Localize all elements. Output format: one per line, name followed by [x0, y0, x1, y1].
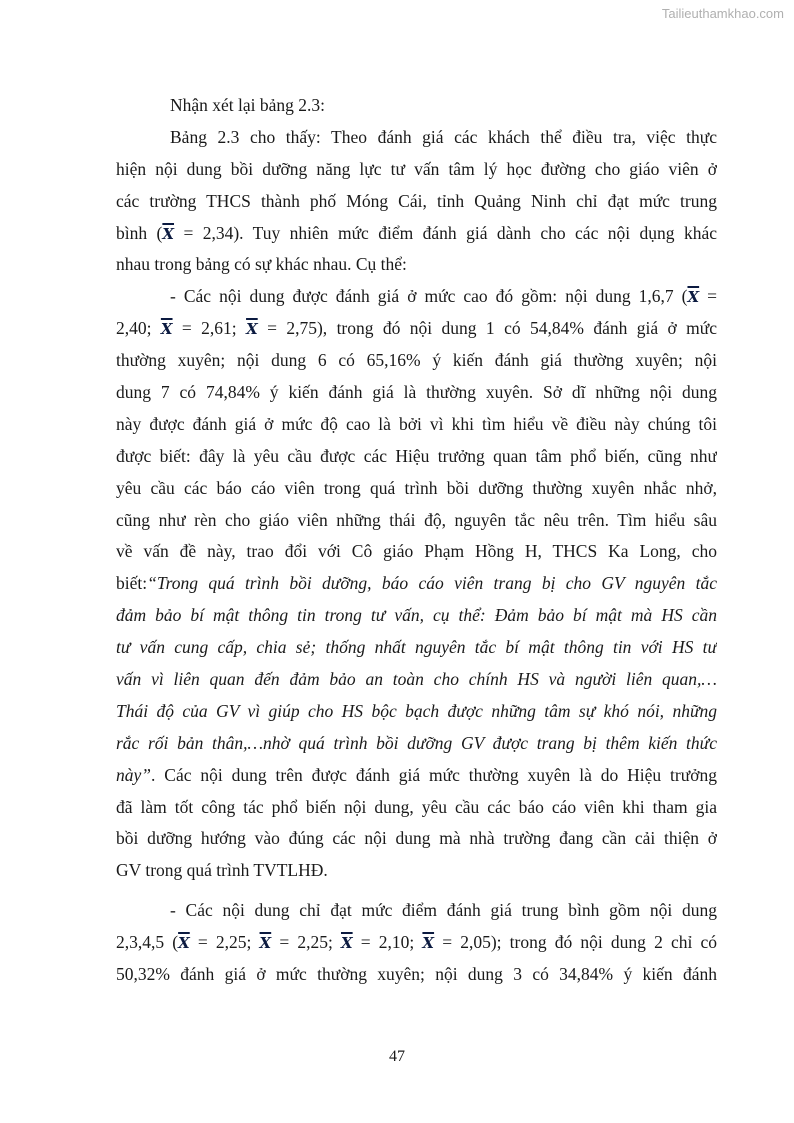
text-line	[116, 281, 717, 313]
text-segment: này được đánh giá ở mức độ cao là bởi vì khi tìm hiểu về điều này chúng tôi	[116, 413, 717, 434]
italic-quote-segment: này”	[116, 764, 151, 785]
body-text	[116, 90, 717, 991]
text-line	[116, 927, 717, 959]
text-segment: 50,32% đánh giá ở mức thường xuyên; nội dung 3 có 34,84% ý kiến đánh	[116, 964, 717, 985]
text-line	[116, 122, 717, 154]
text-segment: dung 7 có 74,84% ý kiến đánh giá là thường xuyên. Sở dĩ những nội dung	[116, 382, 717, 403]
text-segment: GV trong quá trình TVTLHĐ.	[116, 860, 328, 881]
text-segment: Bảng 2.3 cho thấy: Theo đánh giá các khách thể điều tra, việc thực	[170, 126, 717, 147]
text-segment: - Các nội dung được đánh giá ở mức cao đó gồm: nội dung 1,6,7 (	[170, 286, 688, 307]
text-segment: = 2,05); trong đó nội dung 2 chỉ có	[434, 932, 717, 953]
text-line	[116, 855, 717, 887]
watermark: Tailieuthamkhao.com	[661, 6, 784, 21]
text-line	[116, 823, 717, 855]
mean-symbol: $\overline{X}$	[246, 320, 258, 339]
mean-symbol: $\overline{X}$	[160, 320, 173, 339]
text-line	[116, 441, 717, 473]
text-line	[116, 568, 717, 600]
text-line	[116, 600, 717, 632]
text-line	[116, 895, 717, 927]
text-segment: = 2,34). Tuy nhiên mức điểm đánh giá dành cho các nội dụng khác	[174, 222, 717, 243]
mean-symbol: $\overline{X}$	[687, 288, 700, 307]
text-line	[116, 696, 717, 728]
text-segment: = 2,25;	[271, 932, 341, 953]
italic-quote-segment: rắc rối bản thân,…nhờ quá trình bồi dưỡng GV được trang bị thêm kiến thức	[116, 732, 717, 753]
text-line	[116, 632, 717, 664]
text-line	[116, 664, 717, 696]
text-line	[116, 959, 717, 991]
italic-quote-segment: vấn vì liên quan đến đảm bảo an toàn cho chính HS và người liên quan,…	[116, 669, 717, 690]
text-segment: thường xuyên; nội dung 6 có 65,16% ý kiến đánh giá thường xuyên; nội	[116, 350, 717, 371]
text-line	[116, 728, 717, 760]
text-line	[116, 792, 717, 824]
italic-quote-segment: “Trong quá trình bồi dưỡng, báo cáo viên trang bị cho GV nguyên tắc	[147, 573, 717, 594]
text-segment: nhau trong bảng có sự khác nhau. Cụ thể:	[116, 254, 407, 275]
text-line	[116, 377, 717, 409]
text-line	[116, 186, 717, 218]
mean-symbol: $\overline{X}$	[259, 934, 272, 953]
italic-quote-segment: đảm bảo bí mật thông tin trong tư vấn, cụ thể: Đảm bảo bí mật mà HS cần	[116, 605, 717, 626]
text-segment: Nhận xét lại bảng 2.3:	[170, 95, 326, 115]
italic-quote-segment: tư vấn cung cấp, chia sẻ; thống nhất nguyên tắc bí mật thông tin với HS tư	[116, 637, 717, 658]
text-line	[116, 313, 717, 345]
text-segment: 2,3,4,5 (	[116, 932, 179, 953]
text-line	[116, 505, 717, 537]
text-segment: các trường THCS thành phố Móng Cái, tỉnh Quảng Ninh chỉ đạt mức trung	[116, 190, 717, 211]
text-segment: yêu cầu các báo cáo viên trong quá trình bồi dưỡng thường xuyên nhắc nhở,	[116, 477, 717, 498]
text-segment: đã làm tốt công tác phổ biến nội dung, yêu cầu các báo cáo viên khi tham gia	[116, 796, 717, 817]
text-segment: bình (	[116, 222, 163, 243]
page-number: 47	[389, 1048, 405, 1065]
text-segment: = 2,25;	[189, 932, 260, 953]
text-line	[116, 154, 717, 186]
text-segment: về vấn đề này, trao đổi với Cô giáo Phạm Hồng H, THCS Ka Long, cho	[116, 541, 717, 562]
mean-symbol: $\overline{X}$	[178, 934, 190, 953]
text-segment: được biết: đây là yêu cầu được các Hiệu trưởng quan tâm phổ biến, cũng như	[116, 445, 717, 466]
text-segment: =	[699, 286, 717, 307]
text-segment: . Các nội dung trên được đánh giá mức thường xuyên là do Hiệu trưởng	[151, 764, 717, 785]
mean-symbol: $\overline{X}$	[340, 934, 353, 953]
text-line	[116, 90, 717, 122]
text-line	[116, 473, 717, 505]
text-segment: - Các nội dung chỉ đạt mức điểm đánh giá trung bình gồm nội dung	[170, 900, 717, 921]
text-segment: = 2,75), trong đó nội dung 1 có 54,84% đánh giá ở mức	[257, 318, 717, 339]
mean-symbol: $\overline{X}$	[422, 934, 435, 953]
text-line	[116, 249, 717, 281]
text-segment: hiện nội dung bồi dưỡng năng lực tư vấn tâm lý học đường cho giáo viên ở	[116, 158, 717, 179]
text-segment: cũng như rèn cho giáo viên những thái độ, nguyên tắc nêu trên. Tìm hiểu sâu	[116, 509, 717, 530]
mean-symbol: $\overline{X}$	[162, 224, 175, 243]
text-line	[116, 345, 717, 377]
text-segment: bồi dưỡng hướng vào đúng các nội dung mà nhà trường đang cần cải thiện ở	[116, 828, 717, 849]
text-segment: biết:	[116, 573, 148, 594]
italic-quote-segment: Thái độ của GV vì giúp cho HS bộc bạch được những tâm sự khó nói, những	[116, 700, 717, 721]
text-line	[116, 760, 717, 792]
text-line	[116, 218, 717, 250]
text-line	[116, 536, 717, 568]
text-segment: = 2,61;	[172, 318, 247, 339]
text-segment: 2,40;	[116, 318, 161, 339]
text-segment: = 2,10;	[352, 932, 423, 953]
text-line	[116, 409, 717, 441]
